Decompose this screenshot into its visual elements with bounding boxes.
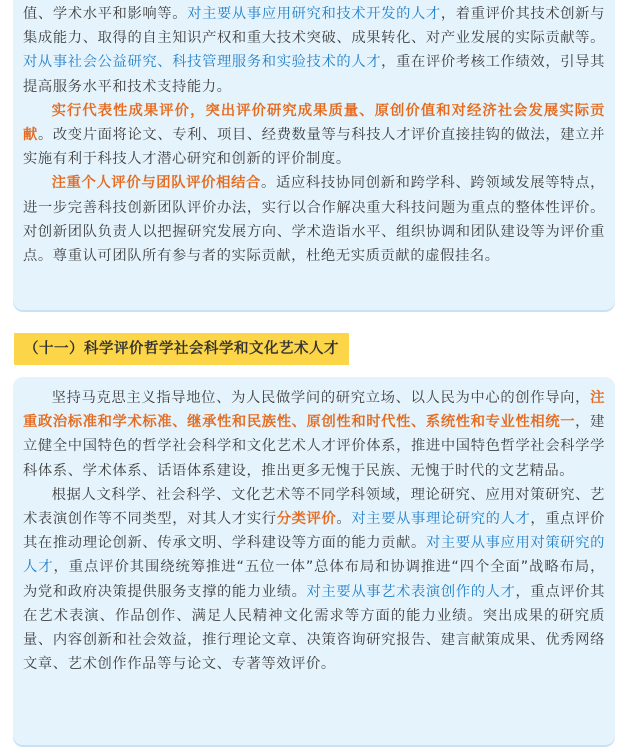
text-run: 值、学术水平和影响等。 <box>23 6 188 22</box>
emphasis-phrase: 实行代表性成果评价，突出评价研究成果质量、原创价值和对经济社会发展实际贡献 <box>23 102 605 144</box>
paragraph-2 <box>23 99 605 172</box>
section-card-2 <box>13 377 615 745</box>
text-run: ，着重评价其技术创新与集成能力、取得的自主知识产权和重大技术突破、成果转化、对产业发展的实际贡献等。 <box>23 6 605 47</box>
highlight-phrase: 对主要从事理论研究的人才 <box>351 511 531 528</box>
emphasis-phrase: 注重个人评价与团队评价相结合 <box>51 175 262 192</box>
text-run: 。适应科技协同创新和跨学科、跨领域发展等特点，进一步完善科技创新团队评价办法，实行以合作解决重大科技问题为重点的整体性评价。对创新团队负责人以把握研究发展方向、学术造诣水平、组织协调和团队建设等为评价重点。尊重认可团队所有参与者的实际贡献，杜绝无实质贡献的虚假挂名。 <box>23 175 605 265</box>
text-run: 。 <box>336 511 352 528</box>
highlight-phrase: 对从事社会公益研究、科技管理服务和实验技术的人才 <box>23 54 382 71</box>
text-run: ，重点评价其在推动理论创新、传承文明、学科建设等方面的能力贡献。 <box>23 511 606 552</box>
highlight-phrase: 对主要从事艺术表演创作的人才 <box>306 583 516 600</box>
text-run: 根据人文科学、社会科学、文化艺术等不同学科领域，理论研究、应用对策研究、艺术表演创作等不同类型，对其人才实行 <box>23 486 605 528</box>
emphasis-phrase: 注重政治标准和学术标准、继承性和民族性、原创性和时代性、系统性和专业性相统一 <box>23 390 605 431</box>
highlight-phrase: 对主要从事应用研究和技术开发的人才 <box>187 6 441 22</box>
section-card-1 <box>13 0 615 310</box>
section-heading-tag: （十一）科学评价哲学社会科学和文化艺术人才 <box>14 333 349 365</box>
highlight-phrase: 对主要从事应用对策研究的人才 <box>23 535 605 576</box>
text-run: ，重在评价考核工作绩效，引导其提高服务水平和技术支持能力。 <box>23 54 605 95</box>
emphasis-phrase: 分类评价 <box>276 511 337 528</box>
text-run: 。改变片面将论文、专利、项目、经费数量等与科技人才评价直接挂钩的做法，建立并实施有利于科技人才潜心研究和创新的评价制度。 <box>23 127 606 168</box>
text-run: ，重点评价其围绕统筹推进“五位一体”总体布局和协调推进“四个全面”战略布局，为党和政府决策提供服务支撑的能力业绩。 <box>23 559 605 600</box>
paragraph-3 <box>23 171 605 268</box>
text-run: 坚持马克思主义指导地位、为人民做学问的研究立场、以人民为中心的创作导向， <box>51 390 591 406</box>
paragraph-5 <box>23 483 605 677</box>
paragraph-1 <box>23 2 605 99</box>
text-run: ，重点评价其在艺术表演、作品创作、满足人民精神文化需求等方面的能力业绩。突出成果的研究质量、内容创新和社会效益，推行理论文章、决策咨询研究报告、建言献策成果、优秀网络文章、艺术创作作品等与论文、专著等效评价。 <box>23 583 605 673</box>
paragraph-4 <box>23 386 605 483</box>
text-run: ，建立健全中国特色的哲学社会科学和文化艺术人才评价体系，推进中国特色哲学社会科学学科体系、学术体系、话语体系建设，推出更多无愧于民族、无愧于时代的文艺精品。 <box>23 414 605 479</box>
